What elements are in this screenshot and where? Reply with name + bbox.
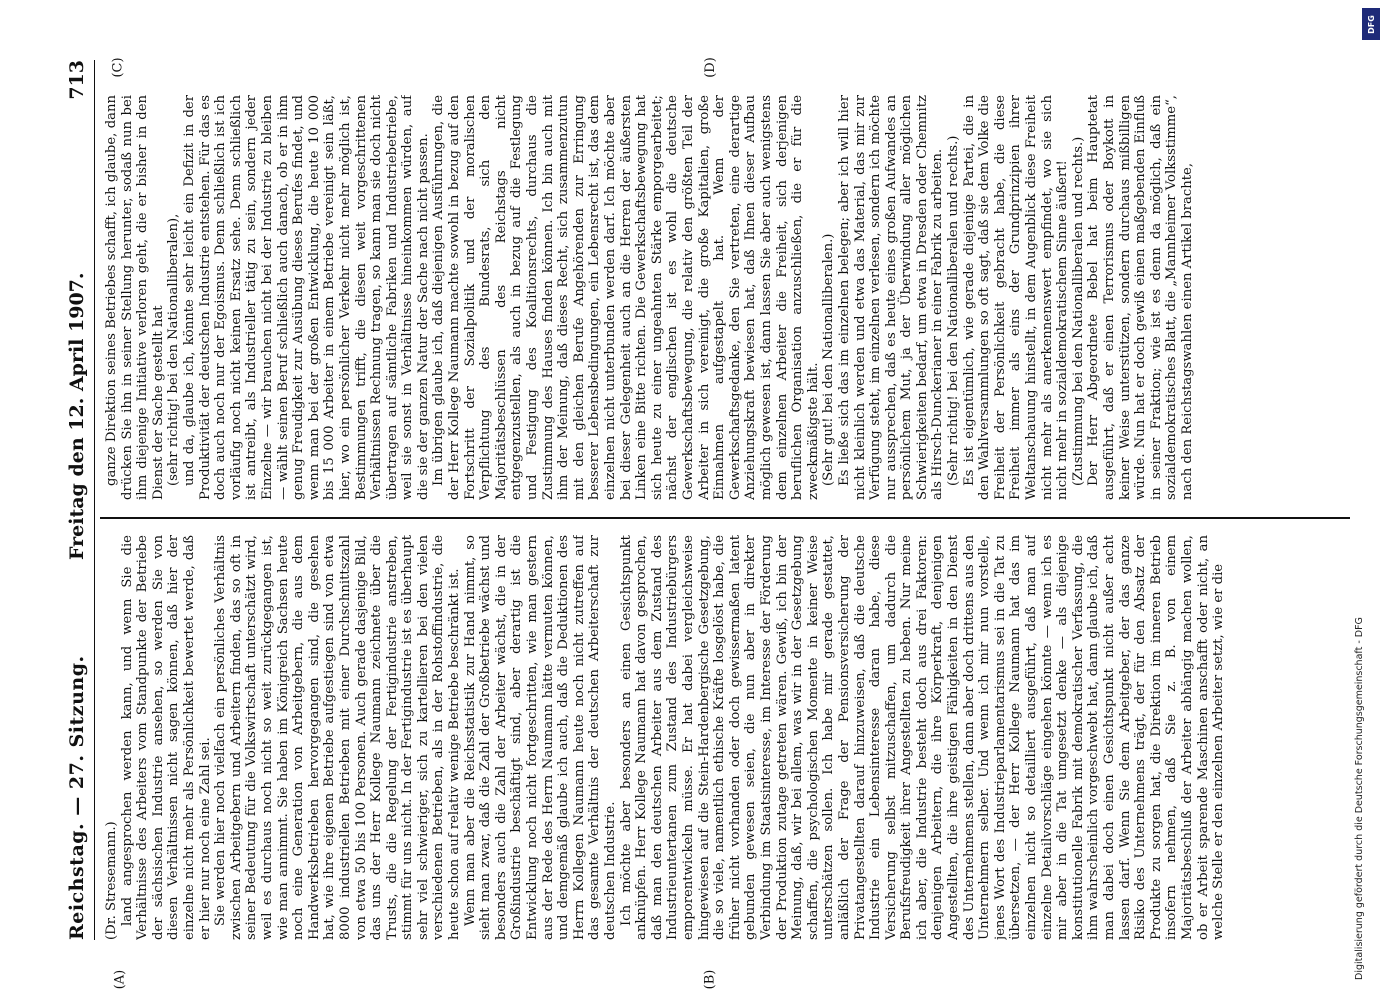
margin-marker-a: (A) [112,969,128,990]
left-column [104,535,1344,940]
column-divider [100,518,1350,520]
margin-marker-d: (D) [702,57,718,78]
interjection: (Sehr richtig! bei den Nationalliberalen und rechts.) [946,135,962,486]
paragraph: Im übrigen glaube ich, daß diejenigen Ausführungen, die der Herr Kollege Naumann machte sowohl in bezug auf den Fortschritt der Sozialpolitik und der moralischen Verpflichtung des Bundesrats, sich den Majoritätsbeschlüssen des Reichstags nicht entgegenzustellen, als auch in bezug auf die Festlegung und Festigung des Koalitionsrechts, durchaus die Zustimmung des Hauses finden können. Ich bin auch mit ihm der Meinung, daß dieses Recht, sich zusammenzutun mit den gleichen Berufe Angehörenden zur Erringung besserer Lebensbedingungen, ein Lebensrecht ist, das dem einzelnen nicht unterbunden werden darf. Ich möchte aber bei dieser Gelegenheit auch an die Herren der äußersten Linken eine Bitte richten. Die Gewerkschaftsbewegung hat sich heute zu einer ungeahnten Stärke emporgearbeitet; nächst der englischen ist es wohl die deutsche Gewerkschaftsbewegung, die relativ den größten Teil der Arbeiter in sich vereinigt, die große Kapitalien, große Einnahmen aufgestapelt hat. Wenn der Gewerkschaftsgedanke, den Sie vertreten, eine derartige Anziehungskraft bewiesen hat, daß Ihnen dieser Aufbau möglich gewesen ist, dann lassen Sie aber auch wenigstens dem einzelnen Arbeiter die Freiheit, sich derjenigen beruflichen Organisation anzuschließen, die er für die zweckmäßigste hält. [431,95,821,500]
paragraph: ganze Direktion seines Betriebes schafft, ich glaube, dann drücken Sie ihn in seiner Stellung herunter, sodaß nun bei ihm diejenige Initiative verloren geht, die er bisher in den Dienst der Sache gestellt hat [104,95,166,500]
paragraph: land angesprochen werden kann, und wenn Sie die Verhältnisse des Arbeiters vom Standpunkte der Betriebe der sächsischen Industrie ansehen, so werden Sie von diesen Verhältnissen nicht sagen können, daß hier der einzelne nicht mehr als Persönlichkeit bewertet werde, daß er hier nur noch eine Zahl sei. [119,535,213,940]
dfg-logo-icon: DFG [1362,8,1380,40]
paragraph: Der Herr Abgeordnete Bebel hat beim Hauptetat ausgeführt, daß er einen Terrorismus oder Boykott in keiner Weise unterstützen, sondern durchaus mißbilligen würde. Nun hat er doch gewiß einen maßgebenden Einfluß in seiner Fraktion; wie ist es denn da möglich, daß ein sozialdemokratisches Blatt, die „Mannheimer Volksstimme“, nach den Reichstagswahlen einen Artikel brachte, [1086,95,1195,500]
page-header [60,60,95,940]
paragraph: Sie werden hier noch vielfach ein persönliches Verhältnis zwischen Arbeitgebern und Arbeitern finden, das so oft in seiner Bedeutung für die Volkswirtschaft unterschätzt wird, weil es durchaus noch nicht so weit zurückgegangen ist, wie man annimmt. Sie haben im Königreich Sachsen heute noch eine Generation von Arbeitgebern, die aus dem Handwerksbetrieben hervorgegangen sind, die gesehen hat, wie ihre eigenen Betriebe aufgestiegen sind von etwa 8000 industriellen Betrieben mit einer Durchschnittszahl von etwa 50 bis 100 Personen. Auch gerade dasjenige Bild, das uns der Herr Kollege Naumann zeichnete über die Trusts, die die Regelung der Fertigindustrie anstreben, stimmt für uns nicht. In der Fertigindustrie ist es überhaupt sehr viel schwieriger, sich zu kartellieren bei den vielen verschiedenen Betrieben, als in der Rohstoffindustrie, die heute schon auf relativ wenige Betriebe beschränkt ist. [213,535,463,940]
paragraph: Wenn man aber die Reichsstatistik zur Hand nimmt, so sieht man zwar, daß die Zahl der Großbetriebe wächst und besonders auch die Zahl der Arbeiter wächst, die in der Großindustrie beschäftigt sind, aber derartig ist die Entwicklung noch nicht fortgeschritten, wie man gestern aus der Rede des Herrn Naumann hätte vermuten können, und demgemäß glaube ich auch, daß die Deduktionen des Herrn Kollegen Naumann heute noch nicht zutreffen auf das gesamte Verhältnis der deutschen Arbeiterschaft zur deutschen Industrie. [462,535,618,940]
right-column [104,95,1344,500]
interjection: (Zustimmung bei den Nationalliberalen und rechts.) [1070,136,1086,486]
paragraph: Es ist eigentümlich, wie gerade diejenige Partei, die in den Wahlversammlungen so oft sagt, daß sie dem Volke die Freiheit der Persönlichkeit gebracht habe, die diese Freiheit immer als eins der Grundprinzipien ihrer Weltanschauung hinstellt, in dem Augenblick diese Freiheit nicht mehr als anerkennenswert empfindet, wo sie sich nicht mehr in sozialdemokratischem Sinne äußert! [961,95,1071,500]
header-date: Freitag den 12. April 1907. [66,272,88,560]
interjection: (Sehr gut! bei den Nationalliberalen.) [821,233,837,486]
page-number: 713 [66,60,88,100]
margin-marker-b: (B) [702,969,718,990]
speaker-label: (Dr. Stresemann.) [104,821,119,940]
digitization-credit: Digitalisierung gefördert durch die Deutsche Forschungsgemeinschaft - DFG [1354,617,1365,980]
paragraph: und da, glaube ich, könnte sehr leicht ein Defizit in der Produktivität der deutschen Industrie entstehen. Für das es doch auch noch nur der Egoismus. Denn schließlich ist ich vorläufig noch nicht keinen Ersatz sehe. Denn schließlich ist antreibt, als Industrieller tätig zu sein, sondern jeder Einzelne — wir brauchen nicht bei der Industrie zu bleiben — wählt seinen Beruf schließlich auch danach, ob er in ihm genug Freudigkeit zur Ausübung dieses Berufes findet, und wenn man bei der großen Entwicklung, die heute 10 000 bis 15 000 Arbeiter in einem Betriebe vereinigt sein läßt, hier, wo ein persönlicher Verkehr nicht mehr möglich ist, Bestimmungen trifft, die diesen weit vorgeschrittenen Verhältnissen Rechnung tragen, so kann man sie doch nicht übertragen auf sämtliche Fabriken und Industriebetriebe, weil sie sonst in Verhältnisse hineinkommen würden, auf die sie der ganzen Natur der Sache nach nicht passen. [181,95,431,500]
paragraph: Ich möchte aber besonders an einen Gesichtspunkt anknüpfen. Herr Kollege Naumann hat davon gesprochen, daß man den deutschen Arbeiter aus dem Zustand des Industrieuntertanen zum Zustand des Industriebürgers emporentwickeln müsse. Er hat dabei vergleichsweise hingewiesen auf die Stein-Hardenbergische Gesetzgebung, die so viele, namentlich ethische Kräfte losgelöst habe, die früher nicht vorhanden oder doch gewissermaßen latent gebunden gewesen seien, die nun aber in direkter Verbindung im Staatsinteresse, im Interesse der Förderung der Produktion zutage getreten wären. Gewiß, ich bin der Meinung, daß, wir bei allem, was wir in der Gesetzgebung schaffen, die psychologischen Momente in keiner Weise unterschätzen sollen. Ich habe mir gerade gestattet, anläßlich der Frage der Pensionsversicherung der Privatangestellten darauf hinzuweisen, daß die deutsche Industrie ein Lebensinteresse daran habe, diese Versicherung selbst mitzuschaffen, um dadurch die Berufsfreudigkeit ihrer Angestellten zu heben. Nur meine ich aber, die Industrie besteht doch aus drei Faktoren: denjenigen Arbeitern, die ihre Körperkraft, denjenigen Angestellten, die ihre geistigen Fähigkeiten in den Dienst des Unternehmens stellen, dann aber doch drittens aus den Unternehmern selber. Und wenn ich mir nun vorstelle, jenes Wort des Industrieparlamentarismus sei in die Tat zu übersetzen, — der Herr Kollege Naumann hat das im einzelnen nicht so detailliert ausgeführt, daß man auf einzelne Detailvorschläge eingehen könnte — wenn ich es mir aber in die Tat umgesetzt denke — als diejenige konstitutionelle Fabrik mit demokratischer Verfassung, die ihm wahrscheinlich vorgeschwebt hat, dann glaube ich, daß man dabei doch einen Gesichtspunkt nicht außer acht lassen darf. Wenn Sie dem Arbeitgeber, der das ganze Risiko des Unternehmens trägt, der für den Absatz der Produkte zu sorgen hat, die Direktion im inneren Betrieb insofern nehmen, daß Sie z. B. von einem Majoritätsbeschluß der Arbeiter abhängig machen wollen, ob er Arbeit sparende Maschinen anschafft oder nicht, an welche Stelle er den einzelnen Arbeiter setzt, wie er die [618,535,1227,940]
rotated-print-area [60,60,1360,940]
interjection: (sehr richtig! bei den Nationalliberalen), [166,213,182,486]
paragraph: Es ließe sich das im einzelnen belegen; aber ich will hier nicht kleinlich werden und etwa das Material, das mir zur Verfügung steht, im einzelnen verlesen, sondern ich möchte nur aussprechen, daß es heute eines großen Aufwandes an persönlichem Mut, ja der Überwindung aller möglichen Schwierigkeiten bedarf, um etwa in Dresden oder Chemnitz als Hirsch-Dunckerianer in einer Fabrik zu arbeiten. [836,95,946,500]
header-session: Reichstag. — 27. Sitzung. [66,655,88,940]
margin-marker-c: (C) [110,57,126,78]
